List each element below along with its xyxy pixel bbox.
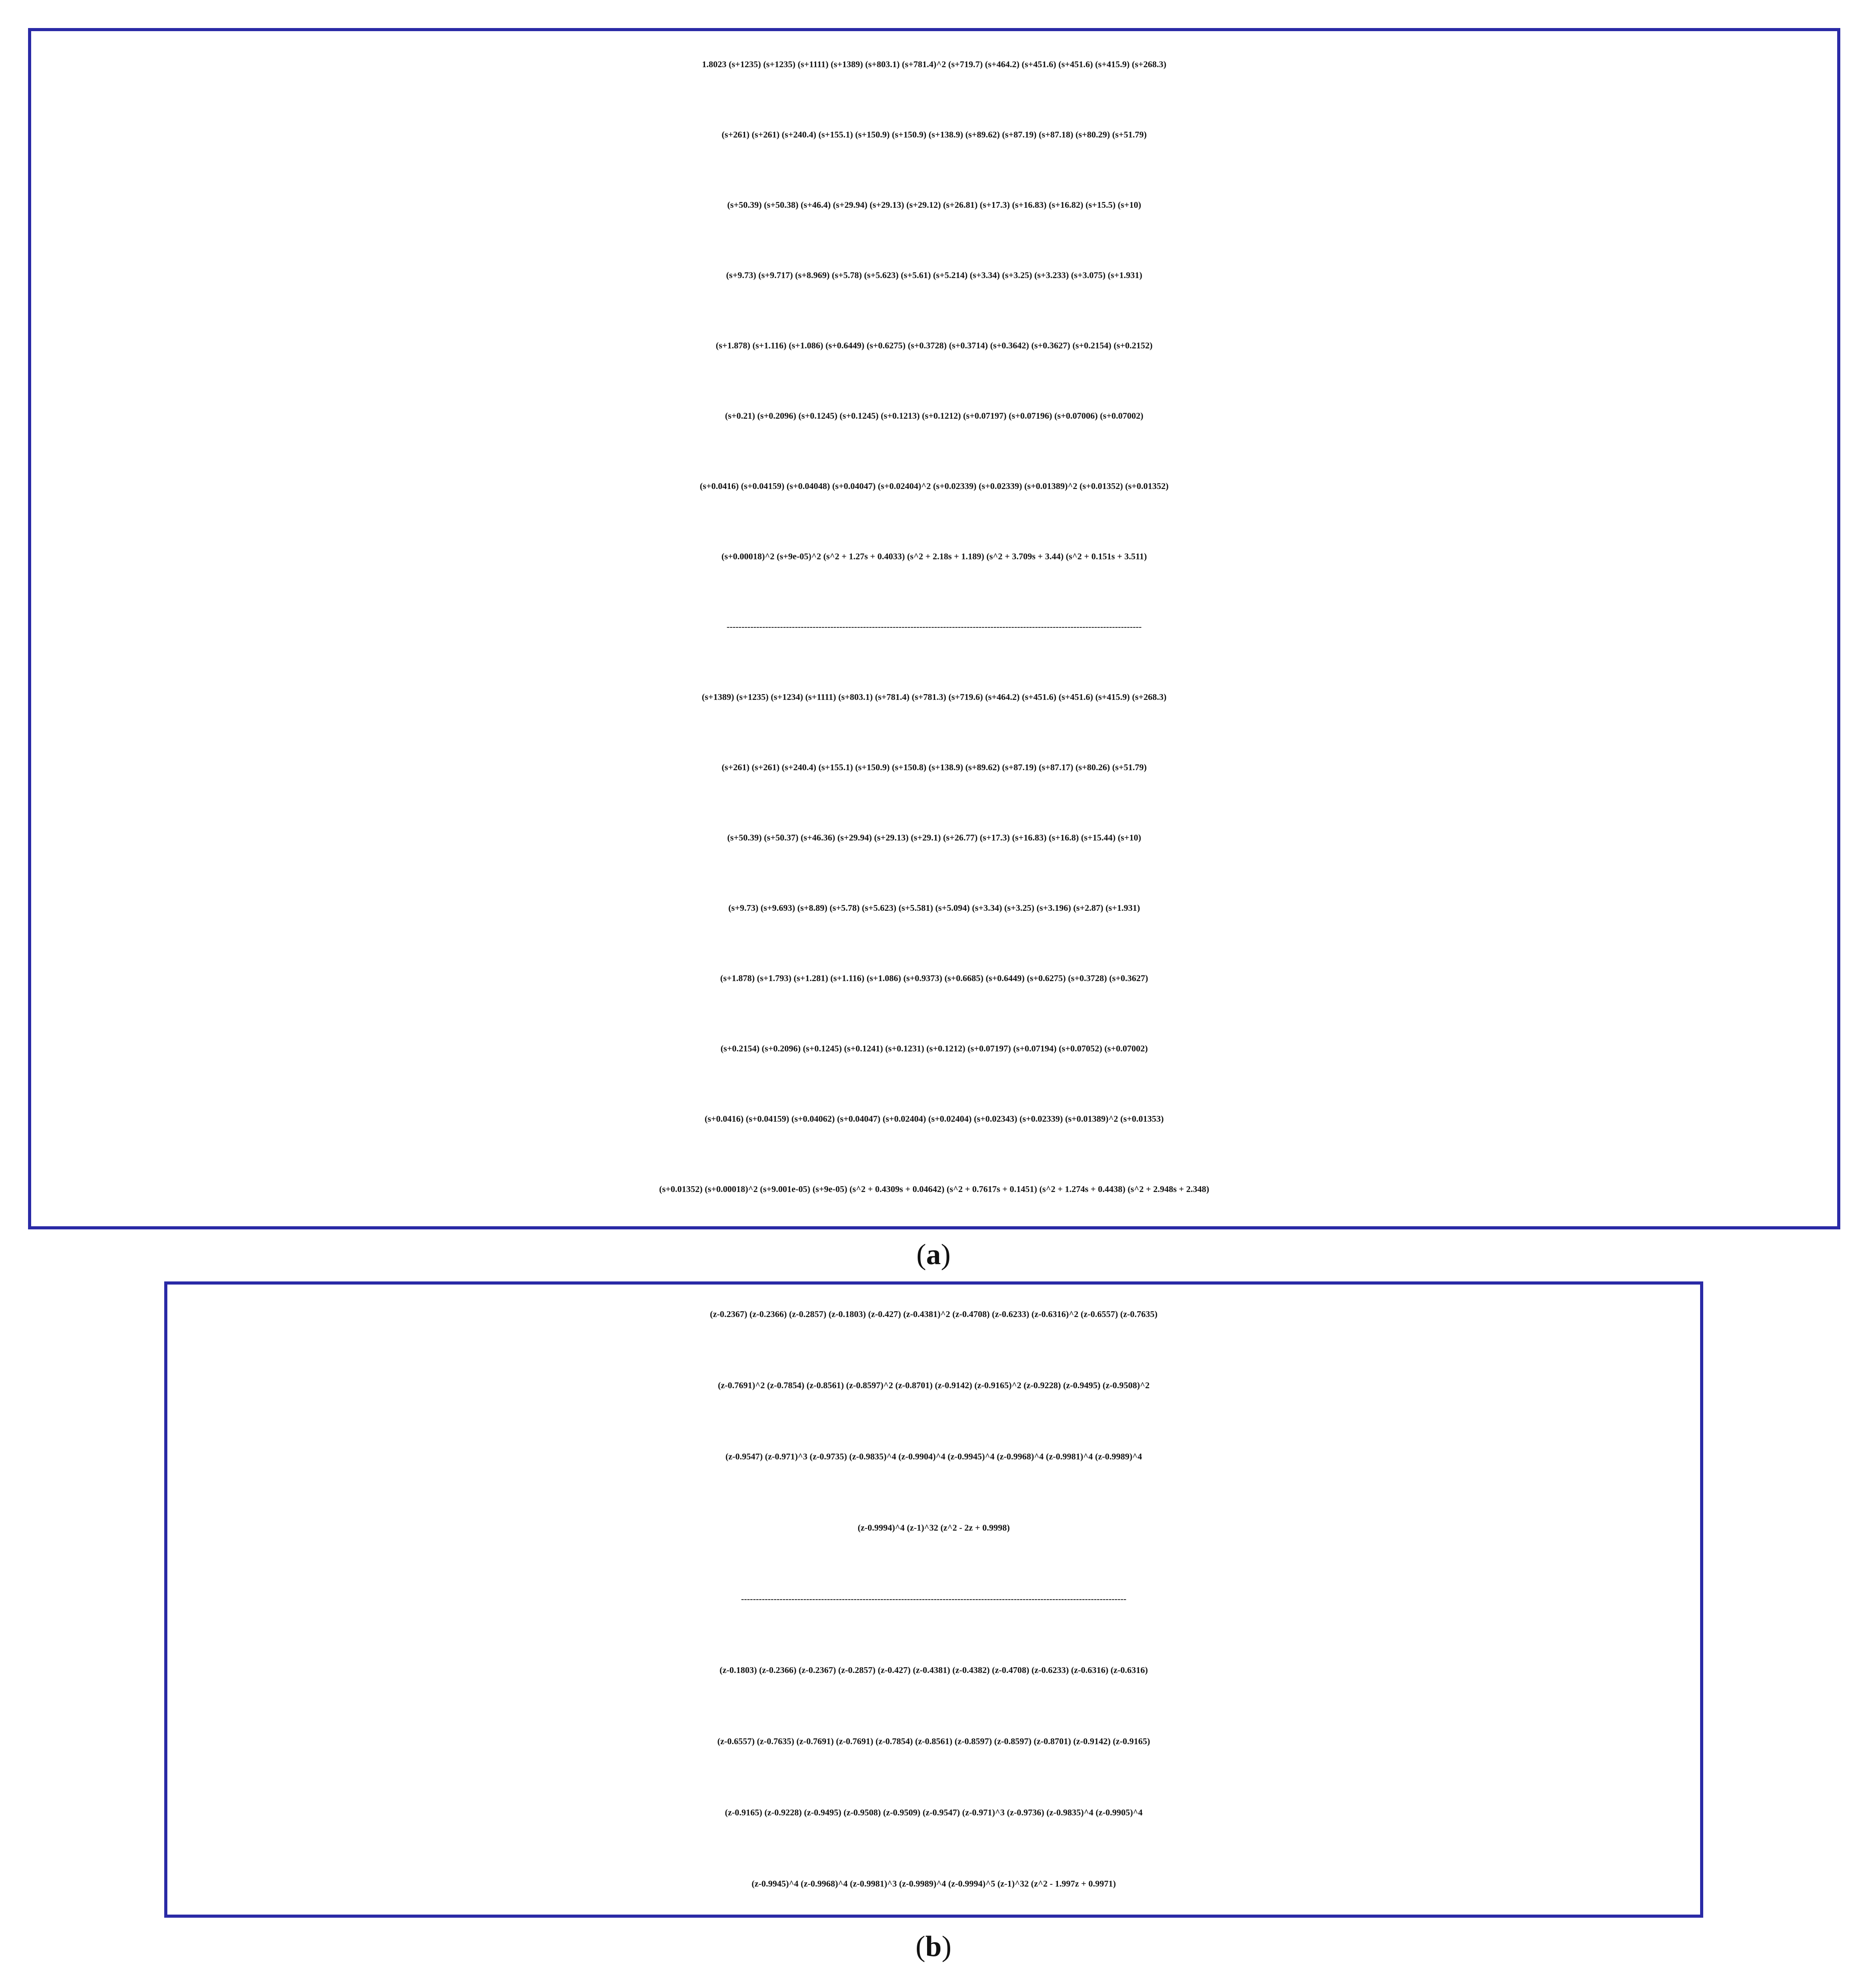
panel-a-denominator-line-8: (s+0.01352) (s+0.00018)^2 (s+9.001e-05) (s+9e-05) (s^2 + 0.4309s + 0.04642) (s^2 + 0.7617s + 0.1451) (s^2 + 1.274s + 0.4438) (s^2 + 2.948s + 2.348) — [659, 1184, 1209, 1194]
panel-a-fraction-divider: -------------------------------------------------------------------------------------------------------------------------------------------- — [726, 622, 1142, 632]
panel-b-denominator-line-4: (z-0.9945)^4 (z-0.9968)^4 (z-0.9981)^3 (z-0.9989)^4 (z-0.9994)^5 (z-1)^32 (z^2 - 1.997z + 0.9971) — [751, 1879, 1116, 1889]
panel-b-numerator-line-1: (z-0.2367) (z-0.2366) (z-0.2857) (z-0.1803) (z-0.427) (z-0.4381)^2 (z-0.4708) (z-0.6233) (z-0.6316)^2 (z-0.6557) (z-0.7635) — [710, 1309, 1158, 1319]
panel-a-denominator-line-4: (s+9.73) (s+9.693) (s+8.89) (s+5.78) (s+5.623) (s+5.581) (s+5.094) (s+3.34) (s+3.25) (s+3.196) (s+2.87) (s+1.931) — [728, 903, 1140, 913]
panel-a-numerator-line-4: (s+9.73) (s+9.717) (s+8.969) (s+5.78) (s+5.623) (s+5.61) (s+5.214) (s+3.34) (s+3.25) (s+3.233) (s+3.075) (s+1.931) — [726, 271, 1142, 280]
panel-a-numerator-line-2: (s+261) (s+261) (s+240.4) (s+155.1) (s+150.9) (s+150.9) (s+138.9) (s+89.62) (s+87.19) (s+87.18) (s+80.29) (s+51.79) — [721, 130, 1147, 140]
panel-a-numerator-line-6: (s+0.21) (s+0.2096) (s+0.1245) (s+0.1245) (s+0.1213) (s+0.1212) (s+0.07197) (s+0.07196) (s+0.07006) (s+0.07002) — [725, 411, 1143, 421]
panel-b-numerator-line-2: (z-0.7691)^2 (z-0.7854) (z-0.8561) (z-0.8597)^2 (z-0.8701) (z-0.9142) (z-0.9165)^2 (z-0.9228) (z-0.9495) (z-0.9508)^2 — [717, 1381, 1150, 1390]
panel-a-numerator-line-7: (s+0.0416) (s+0.04159) (s+0.04048) (s+0.04047) (s+0.02404)^2 (s+0.02339) (s+0.02339) (s+0.01389)^2 (s+0.01352) (s+0.01352) — [700, 481, 1169, 491]
panel-b-fraction-divider: ---------------------------------------------------------------------------------------------------------------------------------- — [741, 1594, 1126, 1604]
panel-b-numerator-line-3: (z-0.9547) (z-0.971)^3 (z-0.9735) (z-0.9835)^4 (z-0.9904)^4 (z-0.9945)^4 (z-0.9968)^4 (z-0.9981)^4 (z-0.9989)^4 — [725, 1452, 1142, 1462]
panel-b-denominator-line-2: (z-0.6557) (z-0.7635) (z-0.7691) (z-0.7691) (z-0.7854) (z-0.8561) (z-0.8597) (z-0.8597) (z-0.8701) (z-0.9142) (z-0.9165) — [717, 1737, 1150, 1746]
panel-b-caption: (b) — [915, 1930, 952, 1963]
panel-a-numerator-line-8: (s+0.00018)^2 (s+9e-05)^2 (s^2 + 1.27s + 0.4033) (s^2 + 2.18s + 1.189) (s^2 + 3.709s + 3.44) (s^2 + 0.151s + 3.511) — [721, 552, 1147, 562]
panel-b-denominator-line-3: (z-0.9165) (z-0.9228) (z-0.9495) (z-0.9508) (z-0.9509) (z-0.9547) (z-0.971)^3 (z-0.9736) (z-0.9835)^4 (z-0.9905)^4 — [725, 1808, 1143, 1818]
panel-a-numerator-line-5: (s+1.878) (s+1.116) (s+1.086) (s+0.6449) (s+0.6275) (s+0.3728) (s+0.3714) (s+0.3642) (s+0.3627) (s+0.2154) (s+0.2152) — [716, 341, 1153, 351]
panel-a-denominator-line-6: (s+0.2154) (s+0.2096) (s+0.1245) (s+0.1241) (s+0.1231) (s+0.1212) (s+0.07197) (s+0.07194) (s+0.07052) (s+0.07002) — [721, 1044, 1148, 1054]
panel-b-transfer-function-box — [164, 1281, 1703, 1918]
panel-a-numerator-line-3: (s+50.39) (s+50.38) (s+46.4) (s+29.94) (s+29.13) (s+29.12) (s+26.81) (s+17.3) (s+16.83) (s+16.82) (s+15.5) (s+10) — [727, 200, 1141, 210]
panel-a-caption: (a) — [916, 1238, 951, 1271]
panel-a-denominator-line-5: (s+1.878) (s+1.793) (s+1.281) (s+1.116) (s+1.086) (s+0.9373) (s+0.6685) (s+0.6449) (s+0.6275) (s+0.3728) (s+0.3627) — [720, 974, 1148, 983]
panel-b-denominator-line-1: (z-0.1803) (z-0.2366) (z-0.2367) (z-0.2857) (z-0.427) (z-0.4381) (z-0.4382) (z-0.4708) (z-0.6233) (z-0.6316) (z-0.6316) — [719, 1665, 1148, 1675]
panel-a-transfer-function-box — [28, 28, 1840, 1229]
panel-b-numerator-line-4: (z-0.9994)^4 (z-1)^32 (z^2 - 2z + 0.9998) — [858, 1523, 1010, 1533]
panel-a-denominator-line-1: (s+1389) (s+1235) (s+1234) (s+1111) (s+803.1) (s+781.4) (s+781.3) (s+719.6) (s+464.2) (s+451.6) (s+451.6) (s+415.9) (s+268.3) — [701, 692, 1167, 702]
panel-b-caption-letter: b — [925, 1930, 942, 1963]
panel-a-denominator-line-3: (s+50.39) (s+50.37) (s+46.36) (s+29.94) (s+29.13) (s+29.1) (s+26.77) (s+17.3) (s+16.83) (s+16.8) (s+15.44) (s+10) — [727, 833, 1141, 843]
panel-a-numerator-line-1: 1.8023 (s+1235) (s+1235) (s+1111) (s+1389) (s+803.1) (s+781.4)^2 (s+719.7) (s+464.2) (s+451.6) (s+451.6) (s+415.9) (s+268.3) — [702, 60, 1166, 69]
panel-a-denominator-line-2: (s+261) (s+261) (s+240.4) (s+155.1) (s+150.9) (s+150.8) (s+138.9) (s+89.62) (s+87.19) (s+87.17) (s+80.26) (s+51.79) — [721, 763, 1147, 772]
panel-a-caption-letter: a — [926, 1238, 941, 1271]
panel-a-denominator-line-7: (s+0.0416) (s+0.04159) (s+0.04062) (s+0.04047) (s+0.02404) (s+0.02404) (s+0.02343) (s+0.02339) (s+0.01389)^2 (s+0.01353) — [705, 1114, 1164, 1124]
